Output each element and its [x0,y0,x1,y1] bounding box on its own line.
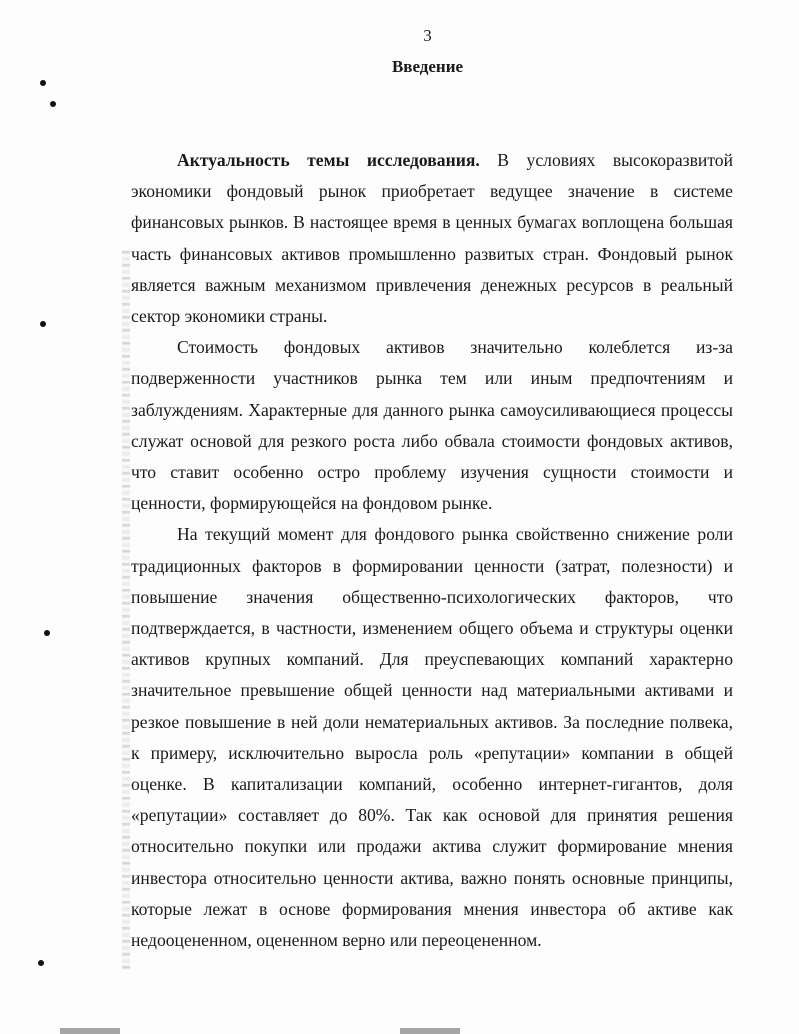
paragraph-lead: Актуальность темы исследования. [177,150,480,170]
page-number: 3 [423,26,432,45]
scan-dot [44,630,50,636]
paragraph-text: В условиях высокоразвитой экономики фондовый рынок приобретает ведущее значение в системе финансовых рынков. В настоящее время в ценных бумагах воплощена большая часть финансовых активов промышленно развитых стран. Фондовый рынок является важным механизмом привлечения денежных ресурсов в реальный сектор экономики страны. [131,150,734,327]
scan-bottom-edge [60,1028,740,1034]
scan-dot [40,80,46,86]
scan-dot [38,960,44,966]
paragraph [131,519,733,956]
binding-edge-artifact [122,250,130,970]
paragraph-text: На текущий момент для фондового рынка свойственно снижение роли традиционных факторов в формировании ценности (затрат, полезности) и повышение значения общественно-психологических факторов, что подтверждается, в частности, изменением общего объема и структуры оценки активов крупных компаний. Для преуспевающих компаний характерно значительное превышение общей ценности над материальными активами и резкое повышение в ней доли нематериальных активов. За последние полвека, к примеру, исключительно выросла роль «репутации» компании в общей оценке. В капитализации компаний, особенно интернет-гигантов, доля «репутации» составляет до 80%. Так как основой для принятия решения относительно покупки или продажи актива служит формирование мнения инвестора относительно ценности актива, важно понять основные принципы, которые лежат в основе формирования мнения инвестора об активе как недооцененном, оцененном верно или переоцененном. [131,524,733,951]
scan-dot [50,101,56,107]
paragraph [131,332,733,519]
body-text [131,145,733,956]
scan-dot [40,321,46,327]
paragraph [131,145,733,332]
page-title: Введение [391,57,464,76]
paragraph-text: Стоимость фондовых активов значительно колеблется из-за подверженности участников рынка тем или иным предпочтениям и заблуждениям. Характерные для данного рынка самоусиливающиеся процессы служат основой для резкого роста либо обвала стоимости фондовых активов, что ставит особенно остро проблему изучения сущности стоимости и ценности, формирующейся на фондовом рынке. [131,337,733,514]
